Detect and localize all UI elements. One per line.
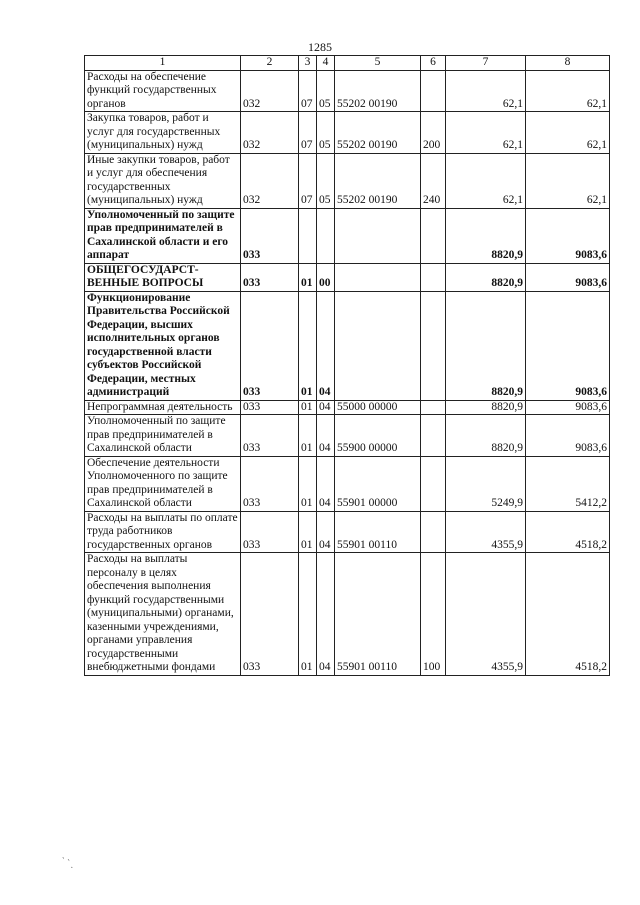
page-number: 1285 <box>308 40 332 54</box>
cell-name: Расходы на выплаты по оплате труда работников государственных органов <box>85 511 241 553</box>
cell-ministry-code: 033 <box>241 415 299 457</box>
scan-artifact: ` ` . <box>58 855 76 872</box>
header-col-7: 7 <box>446 56 526 71</box>
cell-amount-year-2: 9083,6 <box>526 400 610 415</box>
cell-subsection: 04 <box>317 291 335 400</box>
cell-amount-year-1: 8820,9 <box>446 208 526 263</box>
cell-amount-year-1: 8820,9 <box>446 400 526 415</box>
cell-subsection: 00 <box>317 263 335 291</box>
cell-name: Закупка товаров, работ и услуг для государственных (муниципальных) нужд <box>85 112 241 154</box>
cell-expense-type <box>421 70 446 112</box>
cell-section: 07 <box>299 70 317 112</box>
cell-amount-year-1: 62,1 <box>446 153 526 208</box>
cell-section <box>299 208 317 263</box>
cell-expense-type <box>421 291 446 400</box>
cell-ministry-code: 033 <box>241 456 299 511</box>
cell-amount-year-2: 4518,2 <box>526 553 610 676</box>
cell-amount-year-2: 9083,6 <box>526 263 610 291</box>
cell-subsection: 05 <box>317 112 335 154</box>
table-row <box>85 70 610 112</box>
header-col-1: 1 <box>85 56 241 71</box>
table-body <box>85 70 610 675</box>
cell-ministry-code: 033 <box>241 553 299 676</box>
table-row <box>85 208 610 263</box>
table-row <box>85 112 610 154</box>
cell-expense-type <box>421 263 446 291</box>
cell-amount-year-2: 9083,6 <box>526 415 610 457</box>
cell-ministry-code: 033 <box>241 263 299 291</box>
cell-subsection: 04 <box>317 456 335 511</box>
cell-section: 01 <box>299 456 317 511</box>
cell-amount-year-1: 8820,9 <box>446 263 526 291</box>
cell-name: Непрограммная деятельность <box>85 400 241 415</box>
header-col-6: 6 <box>421 56 446 71</box>
cell-target-article: 55000 00000 <box>335 400 421 415</box>
cell-subsection: 05 <box>317 70 335 112</box>
cell-amount-year-2: 9083,6 <box>526 291 610 400</box>
cell-amount-year-2: 62,1 <box>526 70 610 112</box>
cell-section: 07 <box>299 112 317 154</box>
cell-amount-year-2: 9083,6 <box>526 208 610 263</box>
cell-section: 01 <box>299 415 317 457</box>
cell-amount-year-2: 62,1 <box>526 153 610 208</box>
cell-section: 01 <box>299 553 317 676</box>
cell-ministry-code: 032 <box>241 112 299 154</box>
cell-subsection: 04 <box>317 511 335 553</box>
header-col-8: 8 <box>526 56 610 71</box>
cell-target-article: 55202 00190 <box>335 153 421 208</box>
cell-amount-year-2: 4518,2 <box>526 511 610 553</box>
cell-subsection <box>317 208 335 263</box>
cell-subsection: 04 <box>317 400 335 415</box>
header-col-3: 3 <box>299 56 317 71</box>
cell-section: 07 <box>299 153 317 208</box>
table-row <box>85 400 610 415</box>
cell-section: 01 <box>299 400 317 415</box>
header-col-2: 2 <box>241 56 299 71</box>
cell-name: Обеспечение деятельности Уполномоченного по защите прав предпринимателей в Сахалинской области <box>85 456 241 511</box>
header-col-5: 5 <box>335 56 421 71</box>
table-header-row <box>85 56 610 71</box>
cell-ministry-code: 033 <box>241 291 299 400</box>
cell-section: 01 <box>299 291 317 400</box>
cell-expense-type: 200 <box>421 112 446 154</box>
cell-amount-year-1: 4355,9 <box>446 511 526 553</box>
cell-ministry-code: 033 <box>241 208 299 263</box>
cell-ministry-code: 032 <box>241 70 299 112</box>
header-col-4: 4 <box>317 56 335 71</box>
cell-target-article <box>335 291 421 400</box>
cell-amount-year-2: 62,1 <box>526 112 610 154</box>
cell-amount-year-1: 62,1 <box>446 112 526 154</box>
cell-target-article: 55202 00190 <box>335 112 421 154</box>
cell-subsection: 04 <box>317 553 335 676</box>
cell-target-article <box>335 208 421 263</box>
table-row <box>85 263 610 291</box>
cell-expense-type <box>421 511 446 553</box>
cell-expense-type: 240 <box>421 153 446 208</box>
cell-expense-type <box>421 456 446 511</box>
cell-target-article: 55900 00000 <box>335 415 421 457</box>
cell-expense-type <box>421 208 446 263</box>
cell-amount-year-1: 4355,9 <box>446 553 526 676</box>
cell-name: Расходы на обеспечение функций государственных органов <box>85 70 241 112</box>
budget-table <box>84 55 610 676</box>
cell-target-article: 55901 00000 <box>335 456 421 511</box>
cell-subsection: 04 <box>317 415 335 457</box>
cell-amount-year-2: 5412,2 <box>526 456 610 511</box>
cell-amount-year-1: 8820,9 <box>446 415 526 457</box>
cell-amount-year-1: 8820,9 <box>446 291 526 400</box>
cell-ministry-code: 033 <box>241 511 299 553</box>
table-row <box>85 511 610 553</box>
cell-expense-type <box>421 415 446 457</box>
cell-name: ОБЩЕГОСУДАРСТ-ВЕННЫЕ ВОПРОСЫ <box>85 263 241 291</box>
cell-amount-year-1: 62,1 <box>446 70 526 112</box>
table-row <box>85 553 610 676</box>
cell-section: 01 <box>299 511 317 553</box>
cell-expense-type: 100 <box>421 553 446 676</box>
cell-amount-year-1: 5249,9 <box>446 456 526 511</box>
cell-ministry-code: 033 <box>241 400 299 415</box>
cell-target-article: 55901 00110 <box>335 553 421 676</box>
cell-expense-type <box>421 400 446 415</box>
cell-name: Уполномоченный по защите прав предпринимателей в Сахалинской области и его аппарат <box>85 208 241 263</box>
table-row <box>85 456 610 511</box>
cell-name: Расходы на выплаты персоналу в целях обеспечения выполнения функций государственными (муниципальными) органами, казенными учреждениями, органами управления государственными внебюджетными фондами <box>85 553 241 676</box>
table-row <box>85 415 610 457</box>
table-row <box>85 291 610 400</box>
cell-section: 01 <box>299 263 317 291</box>
cell-name: Иные закупки товаров, работ и услуг для обеспечения государственных (муниципальных) нужд <box>85 153 241 208</box>
cell-ministry-code: 032 <box>241 153 299 208</box>
cell-name: Уполномоченный по защите прав предпринимателей в Сахалинской области <box>85 415 241 457</box>
cell-target-article: 55901 00110 <box>335 511 421 553</box>
cell-target-article: 55202 00190 <box>335 70 421 112</box>
cell-target-article <box>335 263 421 291</box>
table-row <box>85 153 610 208</box>
cell-name: Функционирование Правительства Российской Федерации, высших исполнительных органов государственной власти субъектов Российской Федерации, местных администраций <box>85 291 241 400</box>
cell-subsection: 05 <box>317 153 335 208</box>
